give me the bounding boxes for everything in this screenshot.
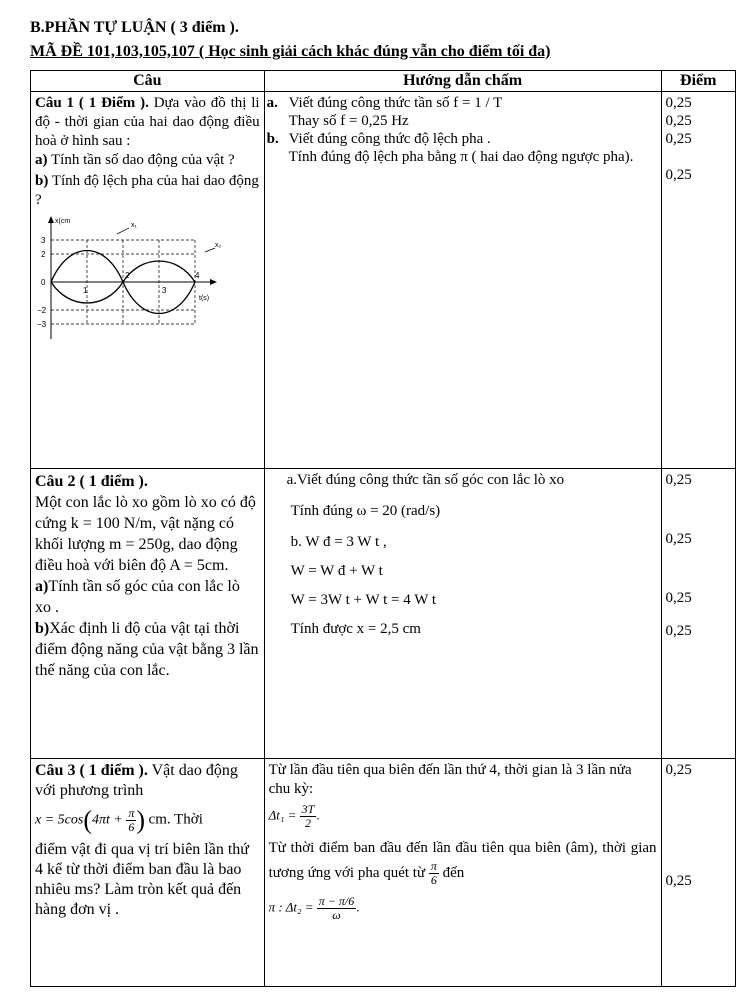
exam-code-heading: MÃ ĐỀ 101,103,105,107 ( Học sinh giải cách khác đúng vẫn cho điểm tối đa) bbox=[30, 43, 551, 60]
guide-2a-value: Tính đúng ω = 20 (rad/s) bbox=[290, 503, 441, 519]
guide-2a: a.Viết đúng công thức tần số góc con lắc lò xo bbox=[286, 472, 565, 488]
guide-1a: a. Viết đúng công thức tần số f = 1 / T bbox=[266, 95, 503, 111]
oscillation-graph bbox=[35, 214, 225, 344]
q1-title: Câu 1 ( 1 Điểm ). bbox=[35, 95, 149, 111]
guide-2b: b. W đ = 3 W t , bbox=[290, 534, 387, 550]
table-header-row bbox=[31, 71, 736, 92]
score: 0,25 bbox=[665, 762, 692, 778]
q1-b-text: Tính độ lệch pha của hai dao động ? bbox=[35, 173, 259, 208]
guide-3-text2: Từ thời điểm ban đầu đến lần đầu tiên qua biên (âm), thời gian tương ứng với pha quét từ bbox=[268, 840, 657, 881]
q3-text: Vật dao động với phương trình bbox=[35, 762, 238, 799]
y-tick-2: 2 bbox=[41, 250, 46, 259]
guide-3-dt1: Δt₁ = $\frac{3T}{2}$ . bbox=[268, 802, 320, 830]
score: 0,25 bbox=[665, 531, 692, 547]
y-axis-label: x(cm bbox=[55, 218, 71, 225]
q3-equation: x = 5cos(4πt + $\frac{\pi}{6}$ ) cm. Thời bbox=[35, 805, 203, 835]
guide-1a-value: Thay số f = 0,25 Hz bbox=[288, 113, 409, 129]
score: 0,25 bbox=[665, 131, 692, 147]
x-tick-2: 2 bbox=[125, 271, 130, 280]
score: 0,25 bbox=[665, 623, 692, 639]
table-row bbox=[31, 759, 736, 987]
table-row bbox=[31, 469, 736, 759]
q1-text: Dựa vào đồ thị li độ - thời gian của hai dao động điều hoà ở hình sau : bbox=[35, 95, 260, 149]
guide-3-cell: Từ lần đầu tiên qua biên đến lần thứ 4, thời gian là 3 lần nửa chu kỳ: Δt₁ = $\frac{3T}{2}$ . Từ thời điểm ban đầu đến lần đầu tiên qua biên (âm), thời gian tương ứng với pha quét từ $\frac{\pi}{6}$ đến π : Δt₂ = $\frac{\pi - \pi/6}{\omega}$ . bbox=[264, 759, 661, 987]
q3-text2: điểm vật đi qua vị trí biên lần thứ 4 kể từ thời điểm ban đầu là bao nhiêu ms? Làm tròn kết quả đến hàng đơn vị . bbox=[35, 841, 249, 918]
curve-x2-label: x₂ bbox=[215, 242, 222, 249]
guide-2-cell bbox=[264, 469, 661, 759]
score: 0,25 bbox=[665, 472, 692, 488]
guide-2b-eq1: W = W đ + W t bbox=[290, 563, 383, 579]
y-tick-neg2: −2 bbox=[37, 306, 47, 315]
question-2-cell: Câu 2 ( 1 điểm ). Một con lắc lò xo gồm lò xo có độ cứng k = 100 N/m, vật nặng có khối lượng m = 250g, dao động điều hoà với biên độ A = 5cm. a)Tính tần số góc của con lắc lò xo . b)Xác định li độ của vật tại thời điểm động năng của vật bằng 3 lần thế năng của con lắc. bbox=[31, 469, 265, 759]
score-3-cell bbox=[661, 759, 735, 987]
y-tick-3: 3 bbox=[41, 236, 46, 245]
section-heading: B.PHẦN TỰ LUẬN ( 3 điểm ). bbox=[30, 19, 239, 36]
guide-2b-eq2: W = 3W t + W t = 4 W t bbox=[290, 592, 436, 608]
q2-b-text: Xác định li độ của vật tại thời điểm động năng của vật bằng 3 lần thế năng của con lắc. bbox=[35, 620, 259, 679]
grading-table bbox=[30, 70, 736, 987]
q1-a-label: a) bbox=[35, 152, 48, 168]
q1-b-label: b) bbox=[35, 173, 49, 189]
score: 0,25 bbox=[665, 167, 692, 183]
y-tick-neg3: −3 bbox=[37, 320, 47, 329]
guide-2b-result: Tính được x = 2,5 cm bbox=[290, 621, 421, 637]
question-1-cell bbox=[31, 92, 265, 469]
curve-x1-label: x₁ bbox=[131, 222, 137, 229]
y-tick-0: 0 bbox=[41, 278, 46, 287]
guide-3-dt2: π : Δt₂ = $\frac{\pi - \pi/6}{\omega}$ . bbox=[268, 894, 360, 922]
score: 0,25 bbox=[665, 873, 692, 889]
x-tick-1: 1 bbox=[83, 286, 88, 295]
score: 0,25 bbox=[665, 95, 692, 111]
guide-1b-value: Tính đúng độ lệch pha bằng π ( hai dao động ngược pha). bbox=[288, 149, 634, 165]
q2-title: Câu 2 ( 1 điểm ). bbox=[35, 473, 148, 490]
score: 0,25 bbox=[665, 590, 692, 606]
q2-a-text: Tính tần số góc của con lắc lò xo . bbox=[35, 578, 240, 616]
score-1-cell bbox=[661, 92, 735, 469]
x-tick-3: 3 bbox=[162, 286, 167, 295]
guide-1b: b. Viết đúng công thức độ lệch pha . bbox=[266, 131, 491, 147]
col-header-score: Điểm bbox=[661, 71, 735, 92]
table-row bbox=[31, 92, 736, 469]
score: 0,25 bbox=[665, 113, 692, 129]
guide-1-cell bbox=[264, 92, 661, 469]
guide-3-text1: Từ lần đầu tiên qua biên đến lần thứ 4, thời gian là 3 lần nửa chu kỳ: bbox=[268, 762, 632, 797]
x-tick-4: 4 bbox=[195, 271, 200, 280]
score-2-cell bbox=[661, 469, 735, 759]
q1-a-text: Tính tần số dao động của vật ? bbox=[50, 152, 235, 168]
col-header-question: Câu bbox=[31, 71, 265, 92]
q3-title: Câu 3 ( 1 điểm ). bbox=[35, 762, 148, 779]
col-header-guide: Hướng dẫn chấm bbox=[264, 71, 661, 92]
x-axis-label: t(s) bbox=[199, 295, 210, 302]
question-3-cell bbox=[31, 759, 265, 987]
q2-text: Một con lắc lò xo gồm lò xo có độ cứng k = 100 N/m, vật nặng có khối lượng m = 250g, dao động điều hoà với biên độ A = 5cm. bbox=[35, 494, 256, 574]
